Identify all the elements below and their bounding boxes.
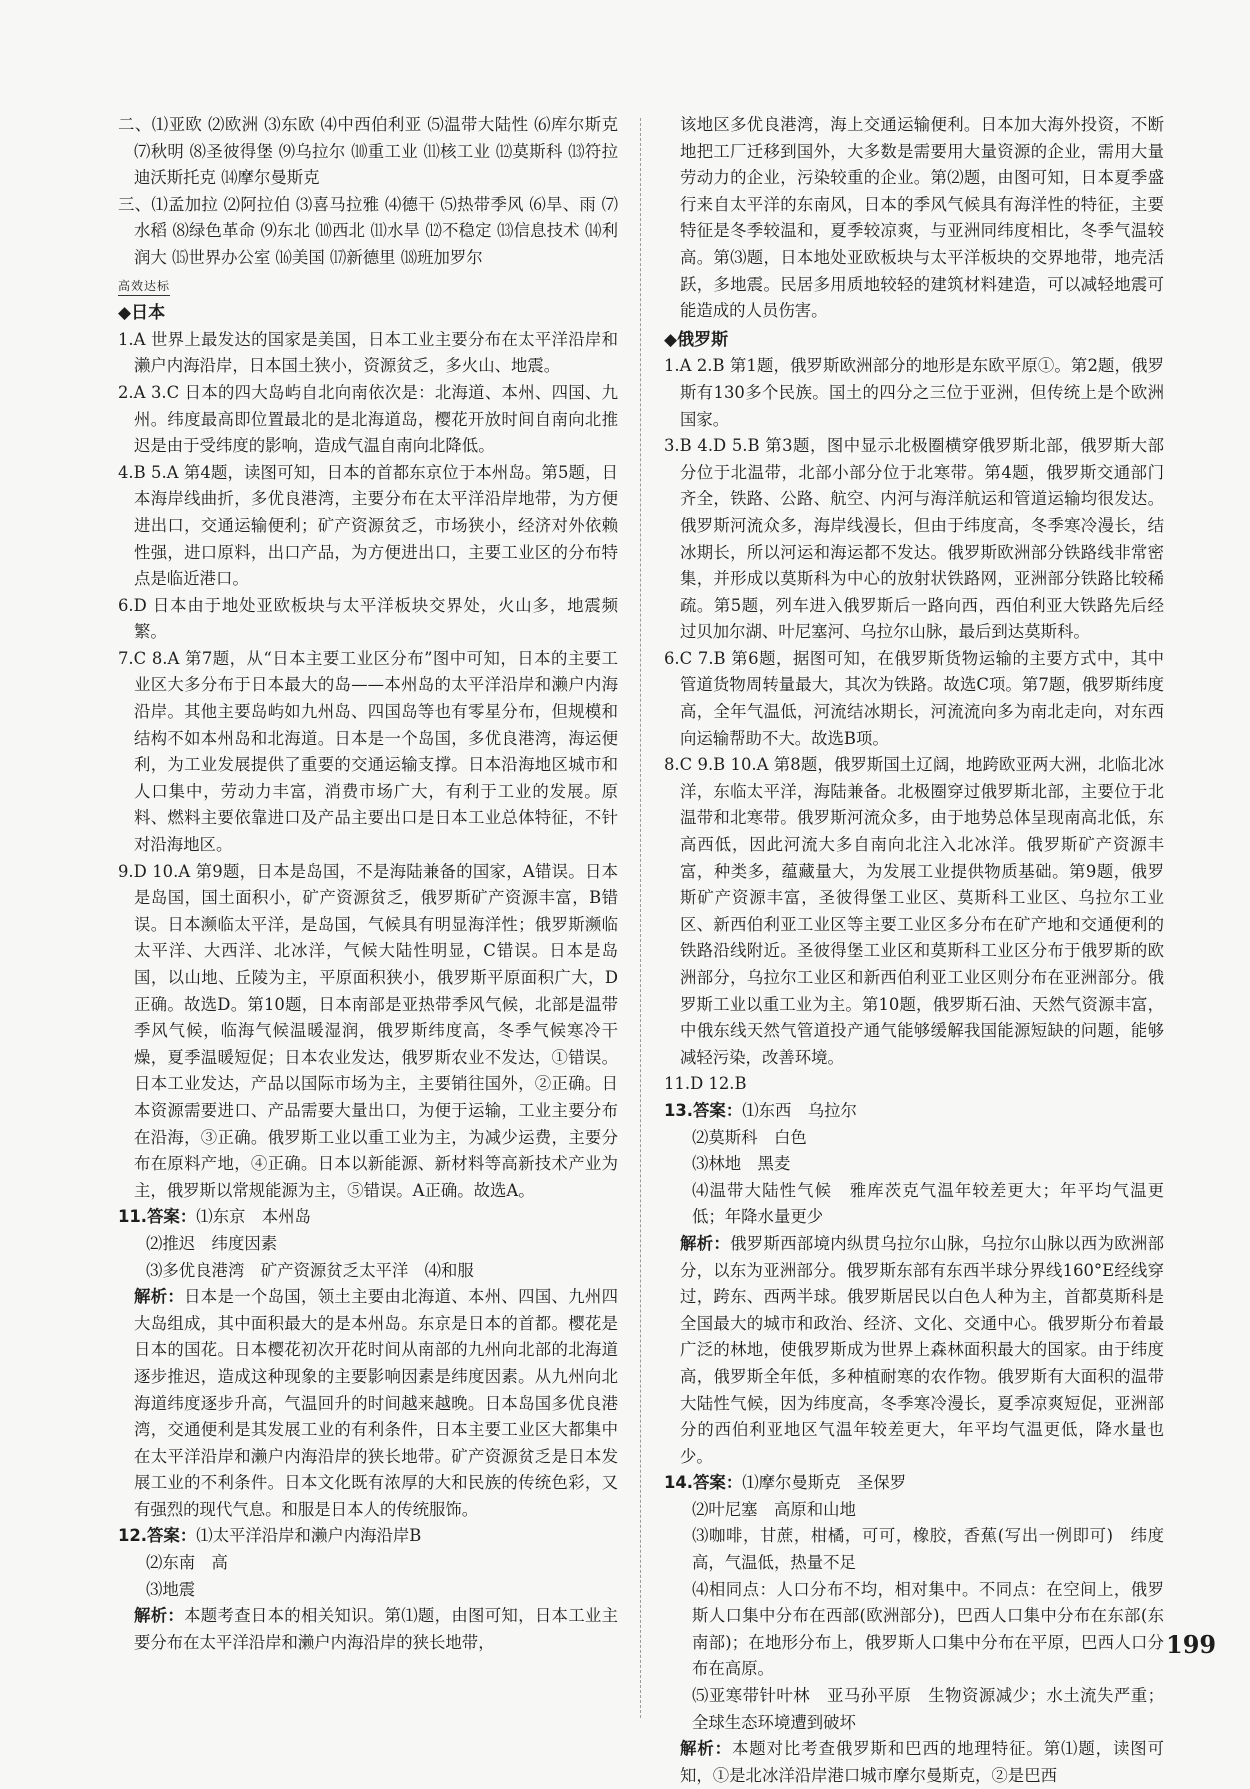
answer-line: ⑵推迟 纬度因素: [146, 1233, 278, 1253]
japan-q11-explanation: [118, 1284, 618, 1523]
russia-q6-7: 6.C 7.B 第6题，据图可知，在俄罗斯货物运输的主要方式中，其中管道货物周转量最大，其次为铁路。故选C项。第7题，俄罗斯纬度高，全年气温低，河流结冰期长，河流流向多为南北走向，对东西向运输帮助不大。故选B项。: [664, 648, 1164, 748]
left-column: [118, 112, 618, 1656]
answer-text: ⑴东京 本州岛: [196, 1207, 311, 1227]
explanation-label: 解析：: [680, 1233, 731, 1253]
answer-line: ⑶咖啡，甘蔗，柑橘，可可，橡胶，香蕉(写出一例即可) 纬度高，气温低，热量不足: [692, 1526, 1164, 1573]
explanation-label: 解析：: [134, 1287, 185, 1307]
explanation-text: 本题对比考查俄罗斯和巴西的地理特征。第⑴题，读图可知，①是北冰洋沿岸港口城市摩尔曼斯克，②是巴西: [680, 1739, 1165, 1785]
answer-line: ⑶地震: [146, 1579, 196, 1599]
russia-q13-explanation: [664, 1231, 1164, 1470]
answer-line: ⑵莫斯科 白色: [692, 1127, 807, 1147]
japan-q2-3: 2.A 3.C 日本的四大岛屿自北向南依次是：北海道、本州、四国、九州。纬度最高即位置最北的是北海道岛，樱花开放时间自南向北推迟是由于受纬度的影响，造成气温自南向北降低。: [118, 382, 618, 456]
answer-label: 13.答案：: [664, 1100, 743, 1120]
japan-q4-5: 4.B 5.A 第4题，读图可知，日本的首都东京位于本州岛。第5题，日本海岸线曲折，多优良港湾，主要分布在太平洋沿岸地带，为方便进出口，交通运输便利；矿产资源贫乏，市场狭小，经济对外依赖性强，进口原料，出口产品，为方便进出口，主要工业区的分布特点是临近港口。: [118, 462, 618, 589]
answer-line: ⑷相同点：人口分布不均，相对集中。不同点：在空间上，俄罗斯人口集中分布在西部(欧洲部分)，巴西人口集中分布在东部(东南部)；在地形分布上，俄罗斯人口集中分布在平原，巴西人口分布在高原。: [692, 1579, 1164, 1679]
explanation-label: 解析：: [134, 1606, 185, 1626]
page-number: 199: [1166, 1630, 1217, 1659]
japan-q9-10: 9.D 10.A 第9题，日本是岛国，不是海陆兼备的国家，A错误。日本是岛国，国土面积小，矿产资源贫乏，俄罗斯矿产资源丰富，B错误。日本濒临太平洋，是岛国，气候具有明显海洋性；俄罗斯濒临太平洋、大西洋、北冰洋，气候大陆性明显，C错误。日本是岛国，以山地、丘陵为主，平原面积狭小，俄罗斯平原面积广大，D正确。故选D。第10题，日本南部是亚热带季风气候，北部是温带季风气候，临海气候温暖湿润，俄罗斯纬度高，冬季气候寒冷干燥，夏季温暖短促；日本农业发达，俄罗斯农业不发达，①错误。日本工业发达，产品以国际市场为主，主要销往国外，②正确。日本资源需要进口、产品需要大量出口，为便于运输，工业主要分布在沿海，③正确。俄罗斯工业以重工业为主，为减少运费，主要分布在原料产地，④正确。日本以新能源、新材料等高新技术产业为主，俄罗斯以常规能源为主，⑤错误。A正确。故选A。: [118, 861, 618, 1200]
russia-q13-answer: [664, 1098, 1164, 1125]
explanation-text: 俄罗斯西部境内纵贯乌拉尔山脉，乌拉尔山脉以西为欧洲部分，以东为亚洲部分。俄罗斯东部有东西半球分界线160°E经线穿过，跨东、西两半球。俄罗斯居民以白色人种为主，首都莫斯科是全国最大的城市和政治、经济、文化、交通中心。俄罗斯分布着最广泛的林地，使俄罗斯成为世界上森林面积最大的国家。由于纬度高，俄罗斯全年低，多种植耐寒的农作物。俄罗斯有大面积的温带大陆性气候，因为纬度高，冬季寒冷漫长，夏季凉爽短促，亚洲部分的西伯利亚地区气温年较差更大，年平均气温更低，降水量也少。: [680, 1233, 1165, 1466]
answer-line: ⑶林地 黑麦: [692, 1154, 791, 1174]
japan-q12-continued: 该地区多优良港湾，海上交通运输便利。日本加大海外投资，不断地把工厂迁移到国外，大多数是需要用大量资源的企业，需用大量劳动力的企业，污染较重的企业。第⑵题，由图可知，日本夏季盛行来自太平洋的东南风，日本的季风气候具有海洋性的特征，主要特征是冬季较温和，夏季较凉爽，与亚洲同纬度相比，冬季气温较高。第⑶题，日本地处亚欧板块与太平洋板块的交界地带，地壳活跃，多地震。民居多用质地较轻的建筑材料建造，可以减轻地震可能造成的人员伤害。: [680, 115, 1164, 321]
answer-text: ⑴摩尔曼斯克 圣保罗: [742, 1473, 907, 1493]
russia-heading: ◆俄罗斯: [664, 329, 729, 350]
russia-q3-5: 3.B 4.D 5.B 第3题，图中显示北极圈横穿俄罗斯北部，俄罗斯大部分位于北温带，北部小部分位于北寒带。第4题，俄罗斯交通部门齐全，铁路、公路、航空、内河与海洋航运和管道运输均很发达。俄罗斯河流众多，海岸线漫长，但由于纬度高，冬季寒冷漫长，结冰期长，所以河运和海运都不发达。俄罗斯欧洲部分铁路线非常密集，并形成以莫斯科为中心的放射状铁路网，亚洲部分铁路比较稀疏。第5题，列车进入俄罗斯后一路向西，西伯利亚大铁路先后经过贝加尔湖、叶尼塞河、乌拉尔山脉，最后到达莫斯科。: [664, 436, 1164, 642]
japan-q1: 1.A 世界上最发达的国家是美国，日本工业主要分布在太平洋沿岸和濑户内海沿岸，日本国土狭小，资源贫乏，多火山、地震。: [118, 329, 618, 376]
answer-label: 11.答案：: [118, 1207, 197, 1227]
russia-q8-10: 8.C 9.B 10.A 第8题，俄罗斯国土辽阔，地跨欧亚两大洲，北临北冰洋，东临太平洋，海陆兼备。北极圈穿过俄罗斯北部，主要位于北温带和北寒带。俄罗斯河流众多，由于地势总体呈现南高北低，东高西低，因此河流大多自南向北注入北冰洋。俄罗斯矿产资源丰富，种类多，蕴藏量大，为发展工业提供物质基础。第9题，俄罗斯矿产资源丰富，圣彼得堡工业区、莫斯科工业区、乌拉尔工业区、新西伯利亚工业区等主要工业区多分布在矿产地和交通便利的铁路沿线附近。圣彼得堡工业区和莫斯科工业区分布于俄罗斯的欧洲部分，乌拉尔工业区和新西伯利亚工业区则分布在亚洲部分。俄罗斯工业以重工业为主。第10题，俄罗斯石油、天然气资源丰富，中俄东线天然气管道投产通气能够缓解我国能源短缺的问题，能够减轻污染，改善环境。: [664, 755, 1164, 1067]
japan-q12-explanation: [118, 1603, 618, 1656]
section-2-answers: 二、⑴亚欧 ⑵欧洲 ⑶东欧 ⑷中西伯利亚 ⑸温带大陆性 ⑹库尔斯克 ⑺秋明 ⑻圣彼得堡 ⑼乌拉尔 ⑽重工业 ⑾核工业 ⑿莫斯科 ⒀符拉迪沃斯托克 ⒁摩尔曼斯克: [118, 115, 618, 188]
japan-q12-answer: [118, 1523, 618, 1550]
right-column: [664, 112, 1164, 1789]
explanation-text: 本题考查日本的相关知识。第⑴题，由图可知，日本工业主要分布在太平洋沿岸和濑户内海沿岸的狭长地带，: [134, 1606, 619, 1652]
answer-text: ⑴东西 乌拉尔: [742, 1100, 857, 1120]
section-3-answers: 三、⑴孟加拉 ⑵阿拉伯 ⑶喜马拉雅 ⑷德干 ⑸热带季风 ⑹旱、雨 ⑺水稻 ⑻绿色革命 ⑼东北 ⑽西北 ⑾水旱 ⑿不稳定 ⒀信息技术 ⒁利润大 ⒂世界办公室 ⒃美国 ⒄新德里 ⒅班加罗尔: [118, 194, 618, 267]
answer-label: 14.答案：: [664, 1473, 743, 1493]
section-tag: 高效达标: [118, 277, 170, 296]
answer-label: 12.答案：: [118, 1526, 197, 1546]
explanation-text: 日本是一个岛国，领土主要由北海道、本州、四国、九州四大岛组成，其中面积最大的是本州岛。东京是日本的首都。樱花是日本的国花。日本樱花初次开花时间从南部的九州向北部的北海道逐步推迟，造成这种现象的主要影响因素是纬度因素。从九州向北海道纬度逐步升高，气温回升的时间越来越晚。日本岛国多优良港湾，交通便利是其发展工业的有利条件，日本主要工业区大都集中在太平洋沿岸和濑户内海沿岸的狭长地带。矿产资源贫乏是日本发展工业的不利条件。日本文化既有浓厚的大和民族的传统色彩，又有强烈的现代气息。和服是日本人的传统服饰。: [134, 1287, 619, 1519]
russia-q1-2: 1.A 2.B 第1题，俄罗斯欧洲部分的地形是东欧平原①。第2题，俄罗斯有130多个民族。国土的四分之三位于亚洲，但传统上是个欧洲国家。: [664, 356, 1164, 429]
answer-line: ⑸亚寒带针叶林 亚马孙平原 生物资源减少；水土流失严重；全球生态环境遭到破坏: [692, 1686, 1164, 1732]
answer-line: ⑵叶尼塞 高原和山地: [692, 1499, 856, 1519]
column-divider: [640, 118, 641, 1718]
explanation-label: 解析：: [680, 1739, 732, 1759]
answer-line: ⑷温带大陆性气候 雅库茨克气温年较差更大；年平均气温更低；年降水量更少: [692, 1180, 1164, 1227]
answer-text: ⑴太平洋沿岸和濑户内海沿岸B: [196, 1526, 422, 1546]
russia-q14-explanation: [664, 1736, 1164, 1789]
russia-q14-answer: [664, 1470, 1164, 1497]
japan-q6: 6.D 日本由于地处亚欧板块与太平洋板块交界处，火山多，地震频繁。: [118, 595, 618, 642]
japan-q7-8: 7.C 8.A 第7题，从“日本主要工业区分布”图中可知，日本的主要工业区大多分布于日本最大的岛——本州岛的太平洋沿岸和濑户内海沿岸。其他主要岛屿如九州岛、四国岛等也有零星分布，但规模和结构不如本州岛和北海道。日本是一个岛国，多优良港湾，海运便利，为工业发展提供了重要的交通运输支撑。日本沿海地区城市和人口集中，劳动力丰富，消费市场广大，有利于工业的发展。原料、燃料主要依靠进口及产品主要出口是日本工业总体特征，不针对沿海地区。: [118, 648, 618, 855]
japan-q11-answer: [118, 1204, 618, 1231]
answer-line: ⑵东南 高: [146, 1553, 228, 1573]
answer-line: ⑶多优良港湾 矿产资源贫乏太平洋 ⑷和服: [146, 1260, 474, 1280]
russia-q11-12: 11.D 12.B: [664, 1074, 747, 1094]
japan-heading: ◆日本: [118, 303, 166, 324]
